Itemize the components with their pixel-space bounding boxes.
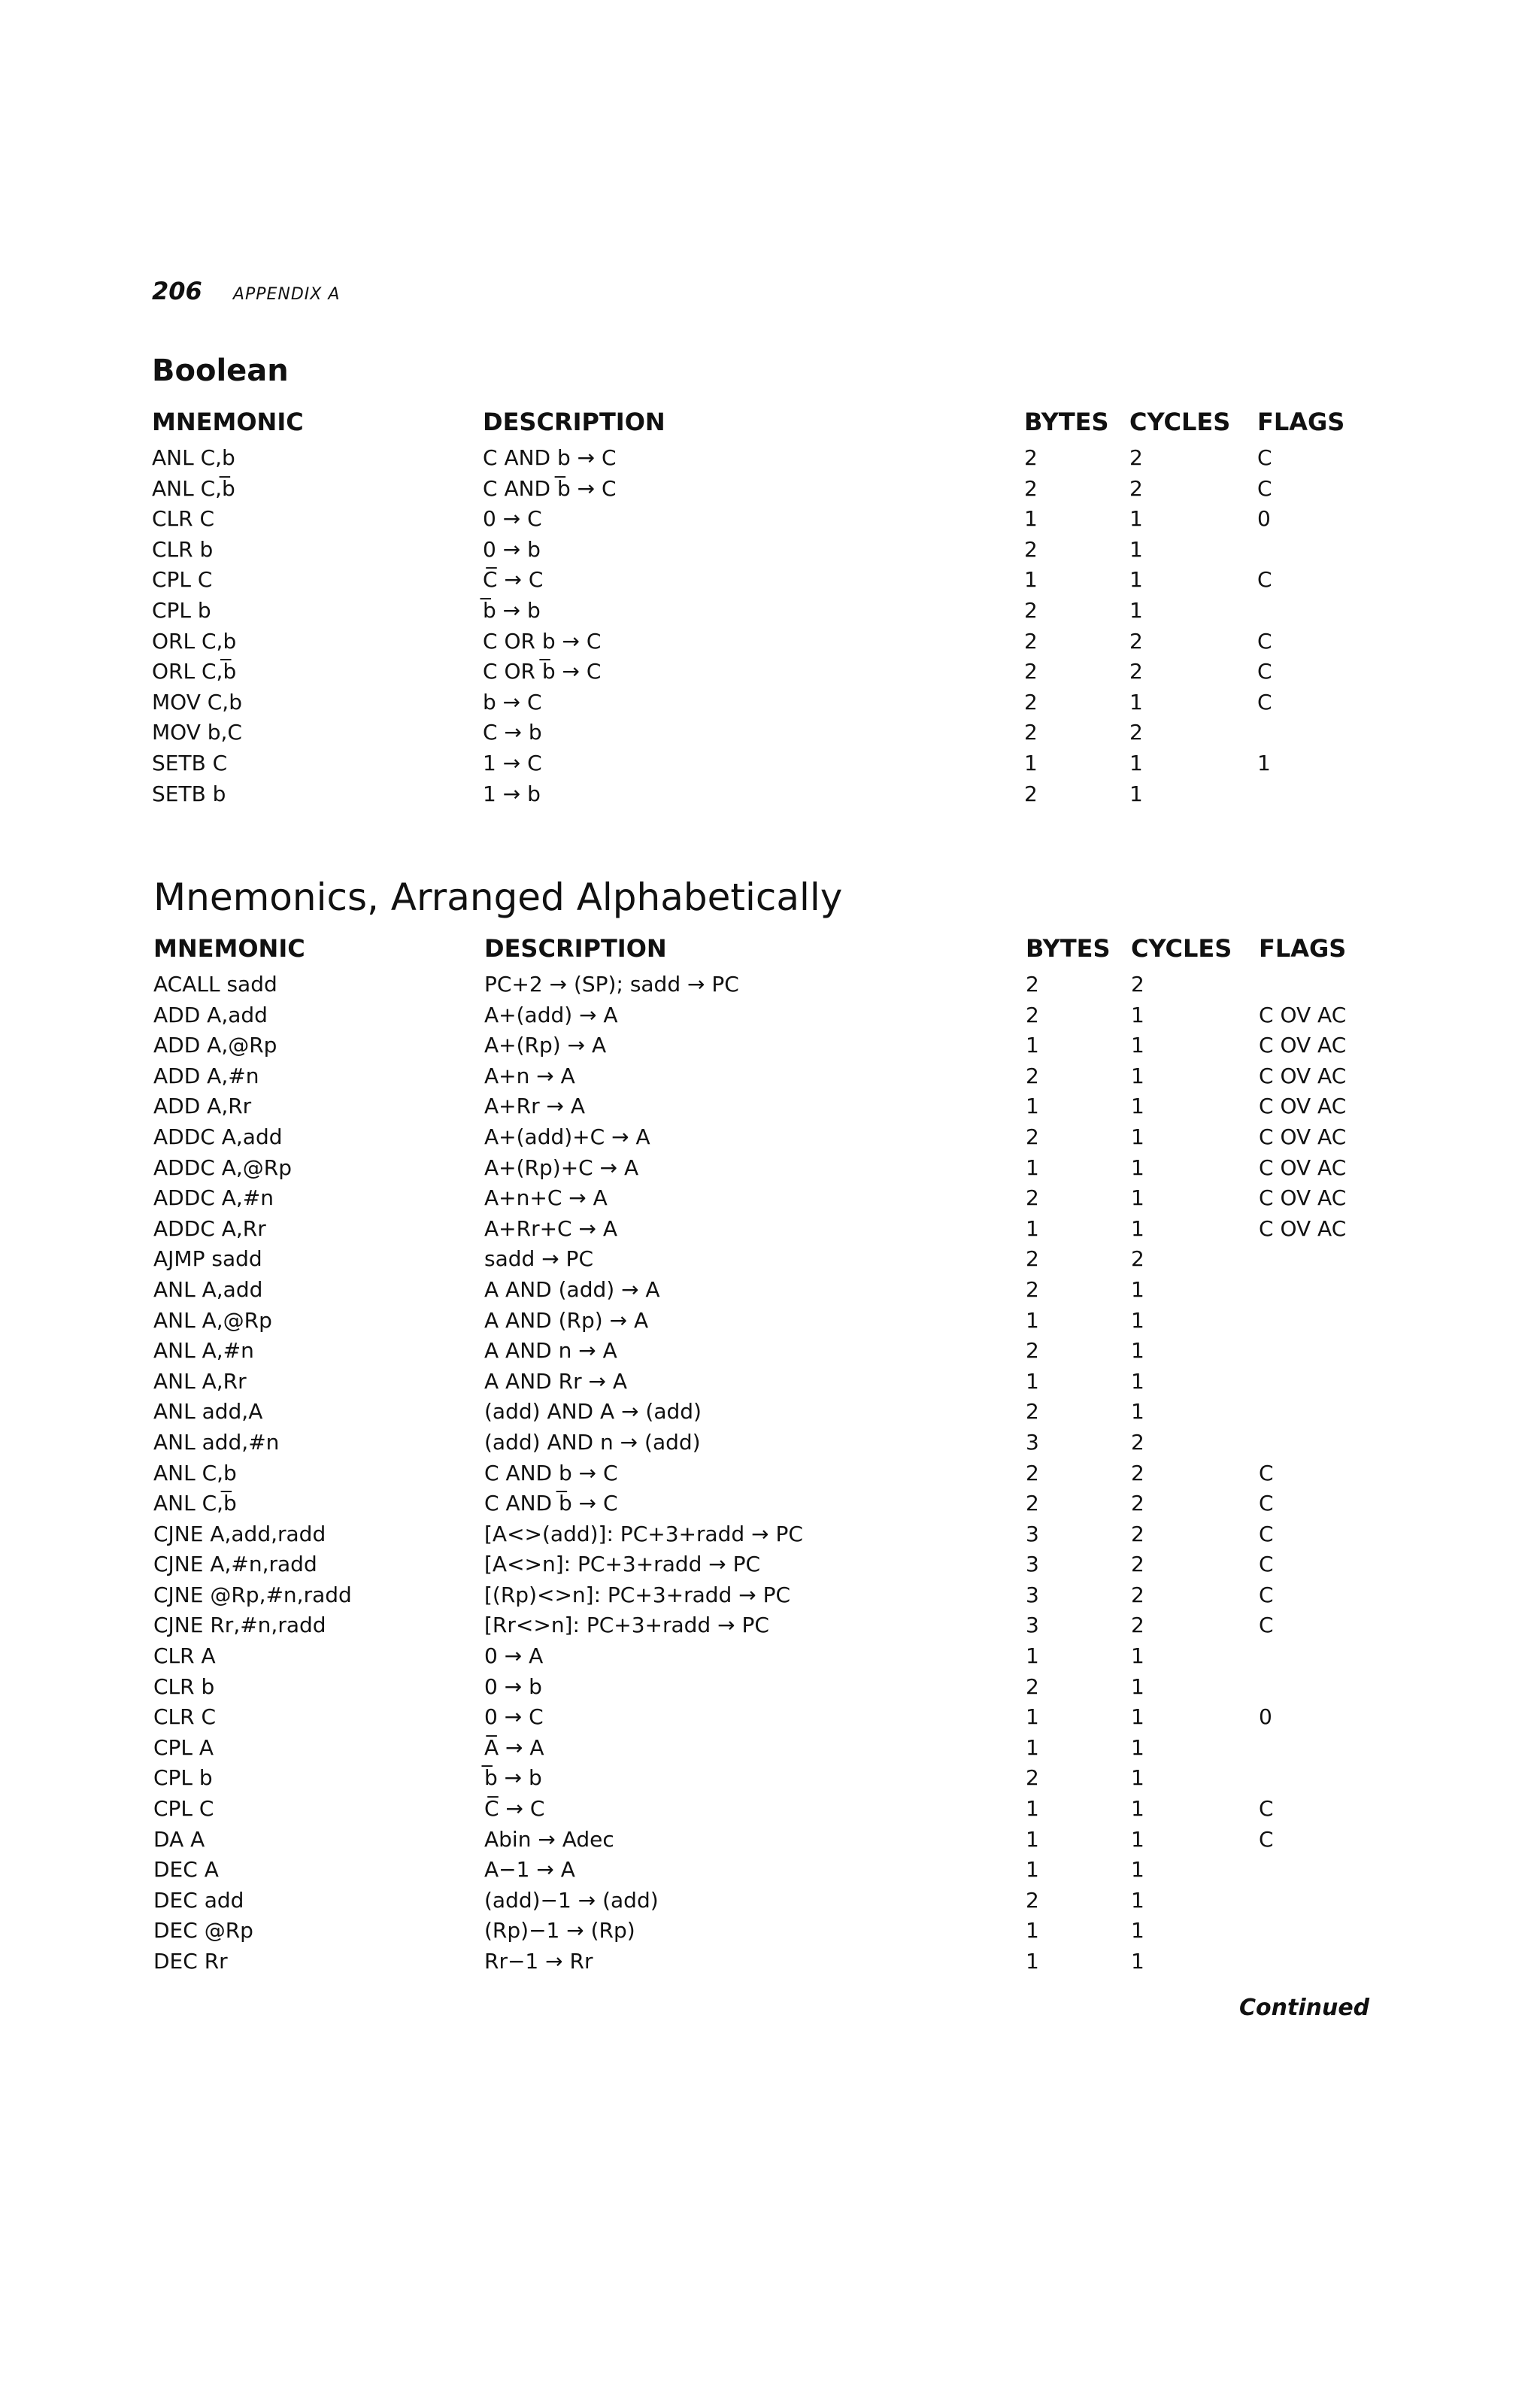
description-cell: [A<>n]: PC+3+radd → PC <box>484 1552 761 1577</box>
description-cell: [A<>(add)]: PC+3+radd → PC <box>484 1521 803 1546</box>
description-cell: C OR b → C <box>483 628 602 654</box>
table-row <box>153 1246 1402 1277</box>
description-cell: C OR b̅ → C <box>483 659 602 684</box>
bytes-cell: 2 <box>1024 781 1038 806</box>
bytes-cell: 2 <box>1024 475 1038 501</box>
column-header-flags: FLAGS <box>1257 408 1345 436</box>
flags-cell: C <box>1259 1582 1274 1607</box>
flags-cell: C <box>1257 567 1272 593</box>
bytes-cell: 2 <box>1026 1338 1039 1364</box>
description-cell: C AND b̅ → C <box>484 1491 618 1516</box>
table-row <box>153 1888 1402 1919</box>
table-row <box>153 1094 1402 1124</box>
mnemonic-cell: DEC Rr <box>153 1949 228 1974</box>
flags-cell: C <box>1257 689 1272 715</box>
table-row <box>153 1369 1402 1400</box>
cycles-cell: 1 <box>1131 1094 1144 1119</box>
bytes-cell: 2 <box>1026 1673 1039 1699</box>
column-header-mnemonic: MNEMONIC <box>152 408 304 436</box>
table-row <box>153 1735 1402 1766</box>
bytes-cell: 1 <box>1024 567 1038 593</box>
mnemonic-cell: DEC add <box>153 1887 244 1913</box>
cycles-cell: 2 <box>1131 972 1144 997</box>
bytes-cell: 3 <box>1026 1552 1039 1577</box>
bytes-cell: 2 <box>1026 1887 1039 1913</box>
bytes-cell: 2 <box>1026 1399 1039 1425</box>
bytes-cell: 1 <box>1024 750 1038 775</box>
description-cell: Abin → Adec <box>484 1826 614 1852</box>
mnemonic-cell: CJNE @Rp,#n,radd <box>153 1582 352 1607</box>
flags-cell: C <box>1257 659 1272 684</box>
description-cell: Rr−1 → Rr <box>484 1949 593 1974</box>
bytes-cell: 2 <box>1026 1491 1039 1516</box>
cycles-cell: 2 <box>1131 1491 1144 1516</box>
cycles-cell: 2 <box>1131 1521 1144 1546</box>
mnemonic-cell: ADD A,@Rp <box>153 1033 277 1058</box>
cycles-cell: 1 <box>1131 1949 1144 1974</box>
bytes-cell: 1 <box>1026 1368 1039 1394</box>
description-cell: b̅ → b <box>484 1765 542 1791</box>
mnemonic-cell: ANL A,add <box>153 1276 263 1302</box>
cycles-cell: 2 <box>1129 475 1143 501</box>
bytes-cell: 2 <box>1024 536 1038 562</box>
mnemonic-cell: DEC @Rp <box>153 1918 253 1944</box>
table-row <box>153 1124 1402 1155</box>
description-cell: (add) AND n → (add) <box>484 1429 701 1455</box>
cycles-cell: 1 <box>1129 506 1143 532</box>
table-row <box>153 1430 1402 1461</box>
description-cell: A AND (Rp) → A <box>484 1307 649 1333</box>
mnemonic-cell: MOV b,C <box>152 720 242 745</box>
cycles-cell: 2 <box>1131 1246 1144 1272</box>
table-row <box>153 1216 1402 1247</box>
flags-cell: C OV AC <box>1259 1215 1347 1241</box>
description-cell: A+n+C → A <box>484 1185 608 1211</box>
column-header-mnemonic: MNEMONIC <box>153 934 305 963</box>
description-cell: 1 → C <box>483 750 542 775</box>
cycles-cell: 1 <box>1131 1643 1144 1669</box>
description-cell: (Rp)−1 → (Rp) <box>484 1918 635 1944</box>
bytes-cell: 2 <box>1024 659 1038 684</box>
table-row <box>153 1003 1402 1033</box>
bytes-cell: 2 <box>1024 597 1038 623</box>
flags-cell: C OV AC <box>1259 1063 1347 1088</box>
flags-cell: C <box>1259 1521 1274 1546</box>
bytes-cell: 1 <box>1026 1643 1039 1669</box>
bytes-cell: 1 <box>1026 1918 1039 1944</box>
cycles-cell: 2 <box>1131 1582 1144 1607</box>
bytes-cell: 1 <box>1026 1307 1039 1333</box>
table-row <box>153 1552 1402 1582</box>
cycles-cell: 2 <box>1131 1460 1144 1485</box>
cycles-cell: 1 <box>1131 1185 1144 1211</box>
mnemonic-cell: CJNE A,#n,radd <box>153 1552 317 1577</box>
boolean-table-body <box>152 445 1400 812</box>
bytes-cell: 2 <box>1024 720 1038 745</box>
column-header-cycles: CYCLES <box>1131 934 1232 963</box>
table-row <box>153 1704 1402 1735</box>
cycles-cell: 1 <box>1131 1796 1144 1822</box>
mnemonic-cell: SETB b <box>152 781 226 806</box>
description-cell: C → b <box>483 720 542 745</box>
description-cell: 0 → A <box>484 1643 544 1669</box>
description-cell: A+(Rp)+C → A <box>484 1155 639 1180</box>
description-cell: 0 → C <box>484 1704 544 1730</box>
cycles-cell: 1 <box>1129 689 1143 715</box>
description-cell: C AND b → C <box>483 445 617 470</box>
mnemonic-cell: ANL A,#n <box>153 1338 254 1364</box>
boolean-table-header <box>152 408 1400 445</box>
table-row <box>152 567 1400 598</box>
table-row <box>152 629 1400 660</box>
mnemonic-cell: MOV C,b <box>152 689 242 715</box>
boolean-table <box>152 408 1400 812</box>
column-header-description: DESCRIPTION <box>484 934 667 963</box>
cycles-cell: 1 <box>1131 1887 1144 1913</box>
table-row <box>152 598 1400 629</box>
bytes-cell: 2 <box>1026 972 1039 997</box>
bytes-cell: 1 <box>1026 1796 1039 1822</box>
description-cell: A AND Rr → A <box>484 1368 627 1394</box>
flags-cell: C OV AC <box>1259 1094 1347 1119</box>
table-row <box>153 1582 1402 1613</box>
mnemonics-table <box>153 934 1402 1980</box>
mnemonic-cell: CPL C <box>153 1796 214 1822</box>
description-cell: C AND b̅ → C <box>483 475 617 501</box>
table-row <box>152 690 1400 721</box>
mnemonic-cell: CPL C <box>152 567 213 593</box>
mnemonic-cell: ADDC A,#n <box>153 1185 274 1211</box>
cycles-cell: 1 <box>1131 1765 1144 1791</box>
cycles-cell: 1 <box>1131 1826 1144 1852</box>
table-row <box>152 476 1400 507</box>
running-head <box>152 277 340 307</box>
bytes-cell: 2 <box>1024 689 1038 715</box>
mnemonic-cell: ADDC A,Rr <box>153 1215 266 1241</box>
flags-cell: C <box>1259 1491 1274 1516</box>
cycles-cell: 1 <box>1131 1124 1144 1149</box>
description-cell: A−1 → A <box>484 1857 575 1883</box>
description-cell: 0 → b <box>484 1673 542 1699</box>
bytes-cell: 2 <box>1026 1246 1039 1272</box>
table-row <box>153 1338 1402 1369</box>
mnemonics-table-body <box>153 972 1402 1980</box>
flags-cell: C OV AC <box>1259 1124 1347 1149</box>
flags-cell: C <box>1257 628 1272 654</box>
description-cell: (add) AND A → (add) <box>484 1399 702 1425</box>
flags-cell: C <box>1257 475 1272 501</box>
mnemonics-section-heading: Mnemonics, Arranged Alphabetically <box>153 875 843 919</box>
description-cell: (add)−1 → (add) <box>484 1887 659 1913</box>
cycles-cell: 2 <box>1129 659 1143 684</box>
flags-cell: C <box>1259 1826 1274 1852</box>
cycles-cell: 1 <box>1131 1033 1144 1058</box>
cycles-cell: 1 <box>1131 1063 1144 1088</box>
page-number: 206 <box>152 277 202 305</box>
mnemonic-cell: ORL C,b̅ <box>152 659 237 684</box>
cycles-cell: 1 <box>1131 1307 1144 1333</box>
cycles-cell: 2 <box>1129 445 1143 470</box>
description-cell: A+Rr+C → A <box>484 1215 618 1241</box>
table-row <box>152 537 1400 568</box>
flags-cell: 0 <box>1257 506 1271 532</box>
description-cell: C AND b → C <box>484 1460 618 1485</box>
description-cell: PC+2 → (SP); sadd → PC <box>484 972 739 997</box>
bytes-cell: 1 <box>1026 1094 1039 1119</box>
table-row <box>153 1765 1402 1796</box>
bytes-cell: 2 <box>1024 628 1038 654</box>
mnemonic-cell: CPL A <box>153 1734 214 1760</box>
cycles-cell: 2 <box>1129 720 1143 745</box>
mnemonic-cell: ADD A,Rr <box>153 1094 252 1119</box>
table-row <box>153 1461 1402 1491</box>
cycles-cell: 1 <box>1131 1734 1144 1760</box>
flags-cell: 0 <box>1259 1704 1272 1730</box>
bytes-cell: 3 <box>1026 1582 1039 1607</box>
cycles-cell: 1 <box>1129 536 1143 562</box>
cycles-cell: 1 <box>1131 1857 1144 1883</box>
flags-cell: C <box>1259 1796 1274 1822</box>
cycles-cell: 1 <box>1131 1704 1144 1730</box>
table-row <box>153 1185 1402 1216</box>
table-row <box>152 506 1400 537</box>
table-row <box>153 1491 1402 1522</box>
cycles-cell: 1 <box>1131 1338 1144 1364</box>
flags-cell: C <box>1259 1613 1274 1638</box>
mnemonic-cell: ANL add,#n <box>153 1429 280 1455</box>
description-cell: [(Rp)<>n]: PC+3+radd → PC <box>484 1582 791 1607</box>
mnemonic-cell: DEC A <box>153 1857 219 1883</box>
description-cell: 1 → b <box>483 781 541 806</box>
table-row <box>152 445 1400 476</box>
table-row <box>153 1949 1402 1980</box>
description-cell: A̅ → A <box>484 1734 544 1760</box>
mnemonic-cell: ANL A,Rr <box>153 1368 247 1394</box>
bytes-cell: 2 <box>1024 445 1038 470</box>
column-header-bytes: BYTES <box>1026 934 1111 963</box>
description-cell: C̅ → C <box>484 1796 545 1822</box>
table-row <box>152 751 1400 781</box>
cycles-cell: 2 <box>1131 1552 1144 1577</box>
mnemonic-cell: ANL A,@Rp <box>153 1307 272 1333</box>
mnemonic-cell: ADD A,#n <box>153 1063 259 1088</box>
description-cell: b → C <box>483 689 542 715</box>
mnemonic-cell: CJNE Rr,#n,radd <box>153 1613 326 1638</box>
flags-cell: C OV AC <box>1259 1155 1347 1180</box>
mnemonic-cell: CLR C <box>152 506 215 532</box>
flags-cell: C <box>1259 1460 1274 1485</box>
mnemonic-cell: CJNE A,add,radd <box>153 1521 326 1546</box>
bytes-cell: 1 <box>1026 1704 1039 1730</box>
mnemonic-cell: ACALL sadd <box>153 972 277 997</box>
bytes-cell: 2 <box>1026 1185 1039 1211</box>
cycles-cell: 1 <box>1131 1368 1144 1394</box>
bytes-cell: 2 <box>1026 1124 1039 1149</box>
table-row <box>153 1155 1402 1186</box>
description-cell: 0 → C <box>483 506 542 532</box>
cycles-cell: 2 <box>1129 628 1143 654</box>
table-row <box>153 1399 1402 1430</box>
description-cell: [Rr<>n]: PC+3+radd → PC <box>484 1613 769 1638</box>
mnemonic-cell: ORL C,b <box>152 628 237 654</box>
cycles-cell: 1 <box>1131 1155 1144 1180</box>
bytes-cell: 3 <box>1026 1521 1039 1546</box>
bytes-cell: 1 <box>1026 1215 1039 1241</box>
bytes-cell: 1 <box>1026 1155 1039 1180</box>
description-cell: b̅ → b <box>483 597 541 623</box>
cycles-cell: 1 <box>1131 1215 1144 1241</box>
table-row <box>153 1827 1402 1858</box>
description-cell: A+n → A <box>484 1063 575 1088</box>
bytes-cell: 2 <box>1026 1460 1039 1485</box>
bytes-cell: 1 <box>1026 1033 1039 1058</box>
description-cell: A AND n → A <box>484 1338 617 1364</box>
table-row <box>153 1918 1402 1949</box>
description-cell: A+(add)+C → A <box>484 1124 650 1149</box>
cycles-cell: 1 <box>1131 1673 1144 1699</box>
table-row <box>153 1643 1402 1674</box>
boolean-section-heading: Boolean <box>152 354 289 388</box>
mnemonic-cell: ANL C,b <box>153 1460 237 1485</box>
column-header-description: DESCRIPTION <box>483 408 665 436</box>
description-cell: C̅ → C <box>483 567 544 593</box>
mnemonic-cell: ADD A,add <box>153 1002 268 1027</box>
table-row <box>153 1033 1402 1064</box>
bytes-cell: 1 <box>1024 506 1038 532</box>
bytes-cell: 1 <box>1026 1857 1039 1883</box>
mnemonic-cell: CLR b <box>152 536 214 562</box>
description-cell: sadd → PC <box>484 1246 593 1272</box>
table-row <box>152 720 1400 751</box>
table-row <box>152 781 1400 812</box>
cycles-cell: 2 <box>1131 1429 1144 1455</box>
table-row <box>152 659 1400 690</box>
cycles-cell: 1 <box>1129 597 1143 623</box>
mnemonic-cell: CLR b <box>153 1673 215 1699</box>
mnemonic-cell: SETB C <box>152 750 228 775</box>
mnemonics-table-header <box>153 934 1402 972</box>
cycles-cell: 1 <box>1129 781 1143 806</box>
mnemonic-cell: ANL C,b̅ <box>152 475 235 501</box>
cycles-cell: 1 <box>1129 750 1143 775</box>
mnemonic-cell: ANL C,b̅ <box>153 1491 237 1516</box>
bytes-cell: 2 <box>1026 1765 1039 1791</box>
cycles-cell: 2 <box>1131 1613 1144 1638</box>
bytes-cell: 1 <box>1026 1734 1039 1760</box>
flags-cell: C OV AC <box>1259 1185 1347 1211</box>
running-title: APPENDIX A <box>232 285 341 304</box>
mnemonic-cell: AJMP sadd <box>153 1246 262 1272</box>
table-row <box>153 1796 1402 1827</box>
bytes-cell: 2 <box>1026 1002 1039 1027</box>
flags-cell: C <box>1257 445 1272 470</box>
cycles-cell: 1 <box>1131 1276 1144 1302</box>
flags-cell: C OV AC <box>1259 1033 1347 1058</box>
column-header-cycles: CYCLES <box>1129 408 1231 436</box>
mnemonic-cell: CPL b <box>152 597 211 623</box>
table-row <box>153 1613 1402 1643</box>
description-cell: 0 → b <box>483 536 541 562</box>
table-row <box>153 1308 1402 1339</box>
continued-note: Continued <box>1239 1995 1370 2021</box>
description-cell: A AND (add) → A <box>484 1276 660 1302</box>
table-row <box>153 1064 1402 1094</box>
cycles-cell: 1 <box>1131 1002 1144 1027</box>
cycles-cell: 1 <box>1131 1918 1144 1944</box>
mnemonic-cell: ADDC A,@Rp <box>153 1155 293 1180</box>
column-header-flags: FLAGS <box>1259 934 1347 963</box>
bytes-cell: 3 <box>1026 1613 1039 1638</box>
bytes-cell: 2 <box>1026 1276 1039 1302</box>
mnemonic-cell: ADDC A,add <box>153 1124 283 1149</box>
bytes-cell: 3 <box>1026 1429 1039 1455</box>
column-header-bytes: BYTES <box>1024 408 1109 436</box>
description-cell: A+(add) → A <box>484 1002 618 1027</box>
cycles-cell: 1 <box>1129 567 1143 593</box>
mnemonic-cell: CLR C <box>153 1704 217 1730</box>
table-row <box>153 1522 1402 1552</box>
bytes-cell: 2 <box>1026 1063 1039 1088</box>
table-row <box>153 1857 1402 1888</box>
table-row <box>153 1674 1402 1705</box>
mnemonic-cell: ANL C,b <box>152 445 235 470</box>
mnemonic-cell: ANL add,A <box>153 1399 263 1425</box>
flags-cell: C <box>1259 1552 1274 1577</box>
description-cell: A+(Rp) → A <box>484 1033 607 1058</box>
mnemonic-cell: CLR A <box>153 1643 216 1669</box>
flags-cell: 1 <box>1257 750 1271 775</box>
table-row <box>153 1277 1402 1308</box>
description-cell: A+Rr → A <box>484 1094 585 1119</box>
bytes-cell: 1 <box>1026 1949 1039 1974</box>
cycles-cell: 1 <box>1131 1399 1144 1425</box>
mnemonic-cell: CPL b <box>153 1765 213 1791</box>
bytes-cell: 1 <box>1026 1826 1039 1852</box>
flags-cell: C OV AC <box>1259 1002 1347 1027</box>
mnemonic-cell: DA A <box>153 1826 205 1852</box>
table-row <box>153 972 1402 1003</box>
